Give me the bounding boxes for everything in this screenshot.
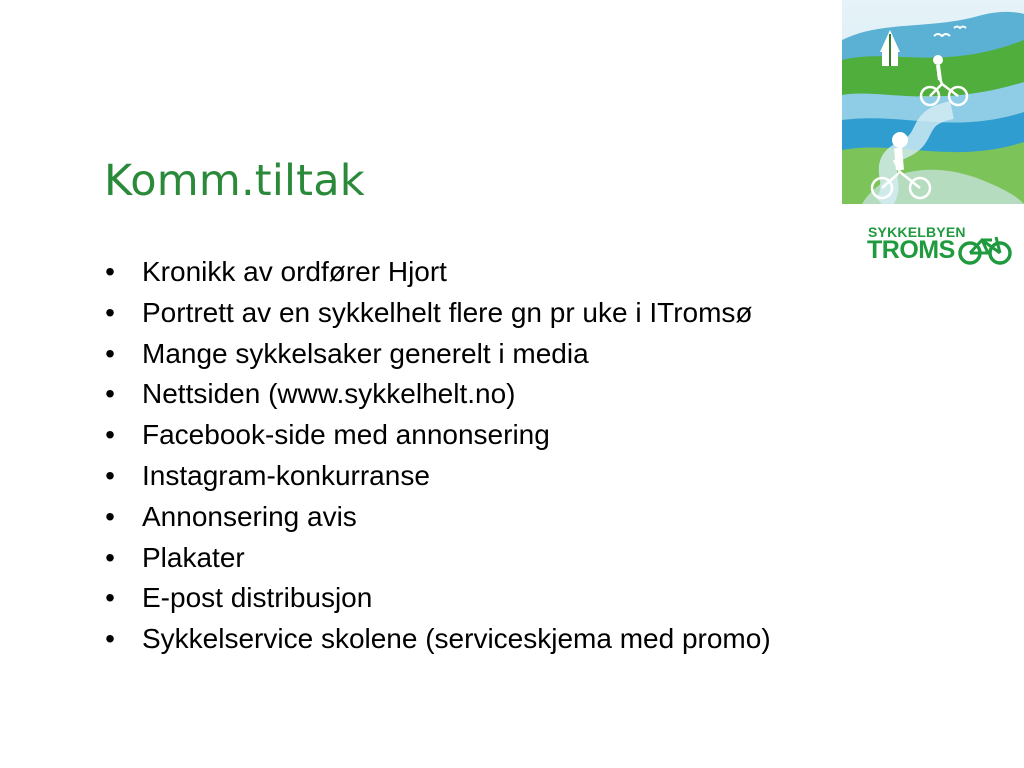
bullet-item — [100, 293, 771, 334]
bullet-item — [100, 619, 771, 660]
bullet-list — [100, 252, 771, 660]
slide-title: Komm.tiltak — [104, 156, 365, 206]
bullet-icon: • — [105, 541, 115, 573]
bullet-icon: • — [105, 459, 115, 491]
bullet-item — [100, 415, 771, 456]
bullet-icon: • — [105, 582, 115, 614]
bullet-icon: • — [105, 256, 115, 287]
bullet-text: Mange sykkelsaker generelt i media — [142, 337, 589, 369]
bullet-item — [100, 334, 771, 375]
bullet-icon: • — [105, 623, 115, 655]
logo-line2: TROMS — [867, 236, 955, 264]
bullet-text: Facebook-side med annonsering — [142, 419, 550, 451]
bullet-text: E-post distribusjon — [142, 582, 373, 614]
bullet-item — [100, 456, 771, 497]
bullet-item — [100, 497, 771, 538]
bullet-text: Nettsiden (www.sykkelhelt.no) — [142, 378, 516, 410]
bicycle-icon — [958, 232, 1014, 266]
bullet-text: Sykkelservice skolene (serviceskjema med promo) — [142, 623, 771, 655]
bullet-text: Annonsering avis — [142, 500, 357, 532]
logo-line1: SYKKELBYEN — [868, 224, 966, 240]
bullet-icon: • — [105, 500, 115, 532]
bullet-item — [100, 374, 771, 415]
bullet-icon: • — [105, 378, 115, 410]
bullet-text: Plakater — [142, 541, 245, 573]
cycling-illustration — [842, 0, 1024, 204]
bullet-text: Kronikk av ordfører Hjort — [142, 256, 447, 287]
bullet-text: Instagram-konkurranse — [142, 459, 430, 491]
bullet-text: Portrett av en sykkelhelt flere gn pr uke i ITromsø — [142, 296, 753, 328]
bullet-item — [100, 538, 771, 579]
bullet-icon: • — [105, 419, 115, 451]
bullet-item — [100, 578, 771, 619]
sykkelbyen-tromso-logo — [862, 222, 1018, 268]
bullet-icon: • — [105, 296, 115, 328]
bullet-icon: • — [105, 337, 115, 369]
bullet-item — [100, 252, 771, 293]
